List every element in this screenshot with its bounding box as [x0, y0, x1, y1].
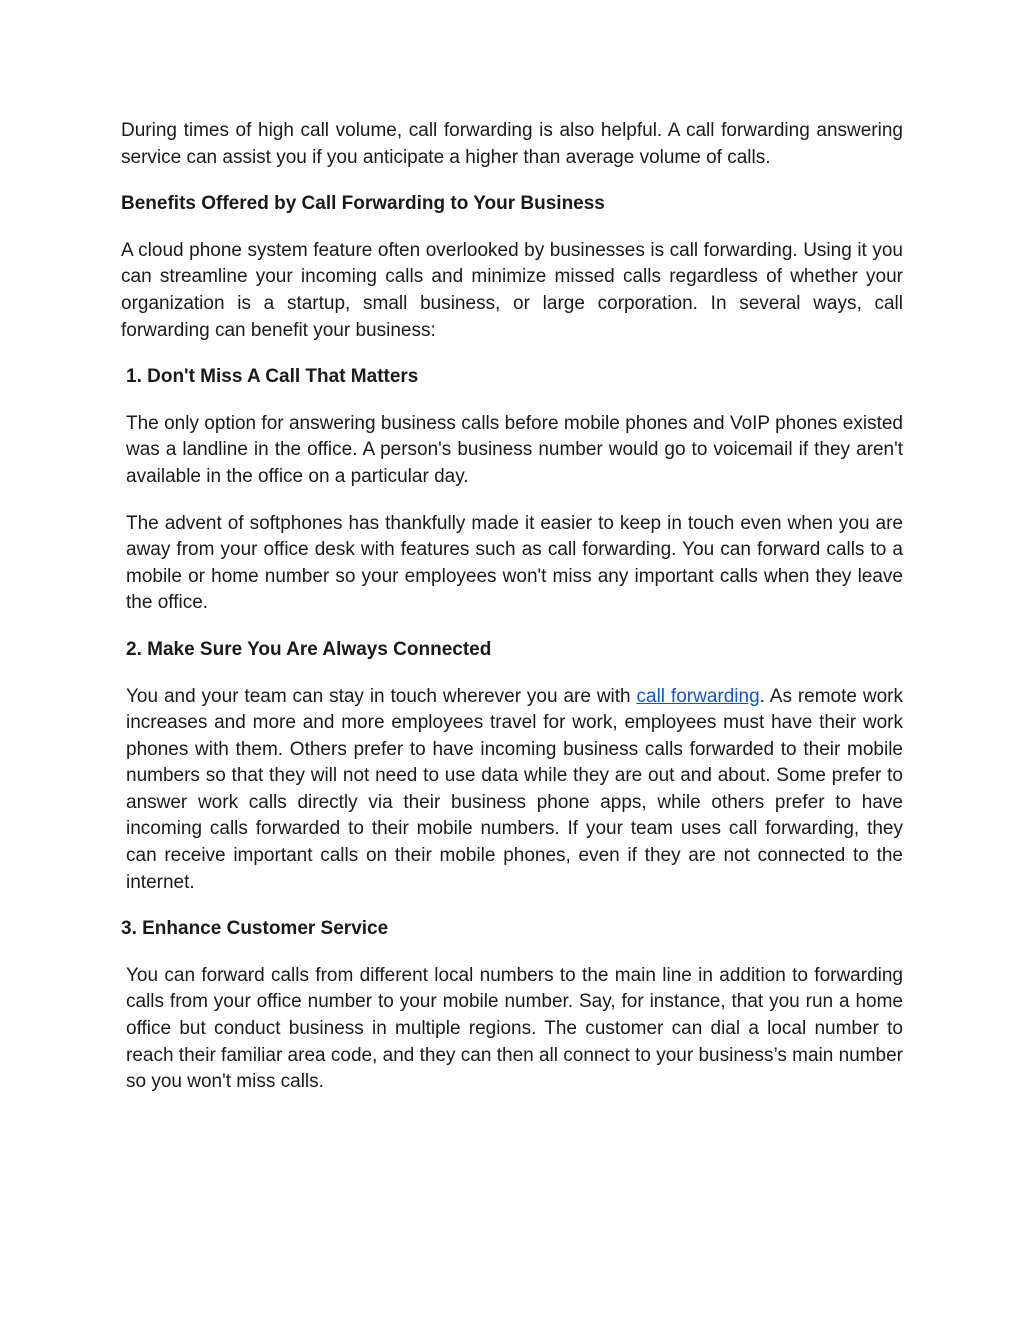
benefits-paragraph: A cloud phone system feature often overlooked by businesses is call forwarding. Using it you can streamline your incoming calls and minimize missed calls regardless of whether your organization is a startup, small business, or large corporation. In several ways, call forwarding can benefit your business: [121, 239, 903, 341]
benefits-heading: Benefits Offered by Call Forwarding to Your Business [121, 193, 605, 215]
section3-paragraph: You can forward calls from different local numbers to the main line in addition to forwarding calls from your office number to your mobile number. Say, for instance, that you run a home office but conduct business in multiple regions. The customer can dial a local number to reach their familiar area code, and they can then all connect to your business’s main number so you won't miss calls. [126, 964, 903, 1093]
section2-heading: 2. Make Sure You Are Always Connected [126, 638, 492, 660]
section1-paragraph-1: The only option for answering business calls before mobile phones and VoIP phones existed was a landline in the office. A person's business number would go to voicemail if they aren't available in the office on a particular day. [126, 412, 903, 487]
section2-paragraph [121, 684, 903, 897]
section2-text-before-link: You and your team can stay in touch wherever you are with [126, 685, 637, 707]
section2-text-after-link: . As remote work increases and more and more employees travel for work, employees must have their work phones with them. Others prefer to have incoming business calls forwarded to their mobile numbers so that they will not need to use data while they are out and about. Some prefer to answer work calls directly via their business phone apps, while others prefer to have incoming calls forwarded to their mobile numbers. If your team uses call forwarding, they can receive important calls on their mobile phones, even if they are not connected to the internet. [126, 685, 903, 893]
section1-paragraph-2: The advent of softphones has thankfully made it easier to keep in touch even when you are away from your office desk with features such as call forwarding. You can forward calls to a mobile or home number so your employees won't miss any important calls when they leave the office. [126, 512, 903, 614]
section3-heading: 3. Enhance Customer Service [121, 918, 389, 940]
intro-paragraph: During times of high call volume, call forwarding is also helpful. A call forwarding answering service can assist you if you anticipate a higher than average volume of calls. [121, 120, 903, 168]
call-forwarding-link[interactable]: call forwarding [636, 685, 760, 707]
document-page [121, 118, 903, 1116]
section1-heading: 1. Don't Miss A Call That Matters [126, 366, 419, 388]
